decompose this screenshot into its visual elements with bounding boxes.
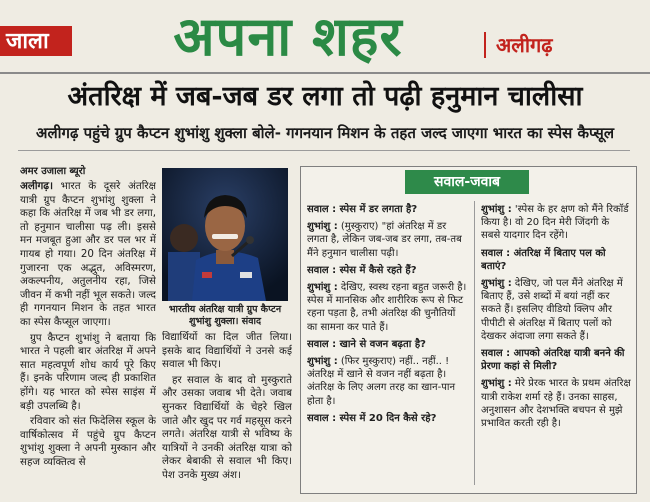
masthead-rule (0, 72, 650, 74)
article-column-2 (162, 331, 292, 499)
qa-item (481, 247, 631, 273)
qa-text: देखिए, जो पल मैंने अंतरिक्ष में बिताए हैं, उसे शब्दों में बयां नहीं कर सकते हैं। इसलिए वीडियो क्लिप और पीपीटी से अंतरिक्ष में बिताए पलों को देखकर अंदाजा लगा सकते हैं। (481, 278, 623, 342)
qa-text: (फिर मुस्कुराए) नहीं.. नहीं.. ! अंतरिक्ष में खाने से वजन नहीं बढ़ता है। अंतरिक्ष के लिए अलग तरह का खान-पान होता है। (307, 356, 456, 407)
subhead-rule (18, 150, 630, 151)
astronaut-photo (162, 168, 288, 301)
qa-text: स्पेस में 20 दिन कैसे रहे? (336, 412, 437, 424)
qa-label: सवाल : (307, 264, 337, 276)
qa-text: मेरे प्रेरक भारत के प्रथम अंतरिक्ष यात्री राकेश शर्मा रहे हैं। उनका साहस, अनुशासन और देशभक्ति बचपन से मुझे प्रभावित करती रही है। (481, 378, 631, 430)
qa-label: शुभांशु : (481, 204, 512, 215)
qa-item (481, 347, 631, 373)
qa-label: शुभांशु : (307, 282, 338, 294)
headline: अंतरिक्ष में जब-जब डर लगा तो पढ़ी हनुमान चालीसा (67, 81, 583, 112)
qa-item (307, 220, 467, 260)
astronaut-photo-illustration (162, 168, 288, 301)
qa-label: शुभांशु : (307, 221, 338, 233)
masthead (0, 6, 650, 68)
qa-label: सवाल : (307, 338, 337, 350)
qa-label: शुभांशु : (481, 378, 512, 390)
qa-label: सवाल : (481, 348, 511, 360)
qa-text: स्पेस में डर लगता है? (336, 204, 418, 215)
qa-text: खाने से वजन बढ़ता है? (336, 338, 426, 350)
qa-item (307, 264, 467, 277)
subheadline: अलीगढ़ पहुंचे ग्रुप कैप्टन शुभांशु शुक्ला बोले- गगनयान मिशन के तहत जल्द जाएगा भारत का स्पेस कैप्सूल (35, 124, 614, 142)
qa-item (481, 377, 631, 430)
qa-text: आपको अंतरिक्ष यात्री बनने की प्रेरणा कहां से मिली? (481, 348, 625, 373)
qa-text: देखिए, स्वस्थ रहना बहुत जरूरी है। स्पेस में मानसिक और शारीरिक रूप से फिट रहना पड़ता है, तभी अंतरिक्ष की चुनौतियों का सामना कर पाते हैं। (307, 282, 467, 333)
qa-text: (मुस्कुराए) "हां अंतरिक्ष में डर लगता है, लेकिन जब-जब डर लगा, तब-तब मैंने हनुमान चालीसा पढ़ी। (307, 221, 462, 259)
qa-item (307, 281, 467, 334)
qa-text: स्पेस में कैसे रहते हैं? (336, 264, 417, 276)
qa-text: 'स्पेस के हर क्षण को मैंने रिकॉर्ड किया है। वो 20 दिन मेरी जिंदगी के सबसे यादगार दिन रहेंगे। (481, 204, 629, 242)
section-title: अपना शहर (173, 4, 403, 68)
qa-text: अंतरिक्ष में बिताए पल को बताएं? (481, 247, 606, 272)
qa-item (481, 277, 631, 343)
dateline: अलीगढ़। (20, 180, 54, 192)
qa-item (307, 355, 467, 408)
qa-item (307, 338, 467, 351)
photo-caption: भारतीय अंतरिक्ष यात्री ग्रुप कैप्टन शुभांशु शुक्ला। संवाद (168, 304, 282, 327)
qa-item (307, 203, 467, 216)
qa-column-left (307, 203, 467, 491)
article-paragraph: रविवार को संत फिदेलिस स्कूल के वार्षिकोत्सव में पहुंचे ग्रुप कैप्टन शुभांशु शुक्ला ने अपनी मुस्कान और सहज व्यक्तित्व से (20, 415, 156, 468)
qa-label: शुभांशु : (307, 356, 338, 368)
city-tag: अलीगढ़ (484, 32, 584, 58)
qa-box (300, 166, 637, 494)
qa-label: सवाल : (307, 412, 337, 424)
qa-header: सवाल-जवाब (405, 170, 529, 194)
qa-label: शुभांशु : (481, 278, 512, 290)
qa-item (307, 412, 467, 425)
article-paragraph: ग्रुप कैप्टन शुभांशु ने बताया कि भारत ने पहली बार अंतरिक्ष में अपने सात महत्वपूर्ण शोध कार्य पूरे किए हैं। इनके परिणाम जल्द ही प्रकाशित होंगे। यह भारत को स्पेस साइंस में बड़ी उपलब्धि है। (20, 331, 156, 412)
qa-divider (474, 201, 475, 485)
section-tag-left: जाला (0, 26, 72, 56)
article-paragraph: हर सवाल के बाद वो मुस्कुराते और उसका जवाब भी देते। जवाब सुनकर विद्यार्थियों के चेहरे खिल जाते और खुद पर गर्व महसूस करने लगते। अंतरिक्ष यात्री से भविष्य के यात्रियों ने उनकी अंतरिक्ष यात्रा को लेकर बेबाकी से सवाल भी किए। पेश उनके मुख्य अंश। (162, 373, 292, 481)
qa-column-right (481, 203, 631, 491)
qa-label: सवाल : (481, 247, 511, 259)
byline: अमर उजाला ब्यूरो (20, 166, 86, 177)
article-paragraph: विद्यार्थियों का दिल जीत लिया। इसके बाद विद्यार्थियों ने उनसे कई सवाल भी किए। (162, 331, 292, 371)
article-column-1 (20, 180, 156, 498)
article-paragraph: भारत के दूसरे अंतरिक्ष यात्री ग्रुप कैप्टन शुभांशु शुक्ला ने कहा कि अंतरिक्ष में जब भी डर लगा, तो हनुमान चालीसा पढ़ ली। इससे मन मजबूत हुआ और डर पल भर में गायब हो गया। 20 दिन अंतरिक्ष में गुजारना एक अद्भुत, अविस्मरण, अकल्पनीय, अतुलनीय रहा, जिसे जीवन में कभी नहीं भूल सकते। जल्द ही गगनयान मिशन के तहत भारत का स्पेस कैप्सूल जाएगा। (20, 180, 156, 328)
qa-label: सवाल : (307, 204, 337, 215)
qa-item (481, 203, 631, 243)
